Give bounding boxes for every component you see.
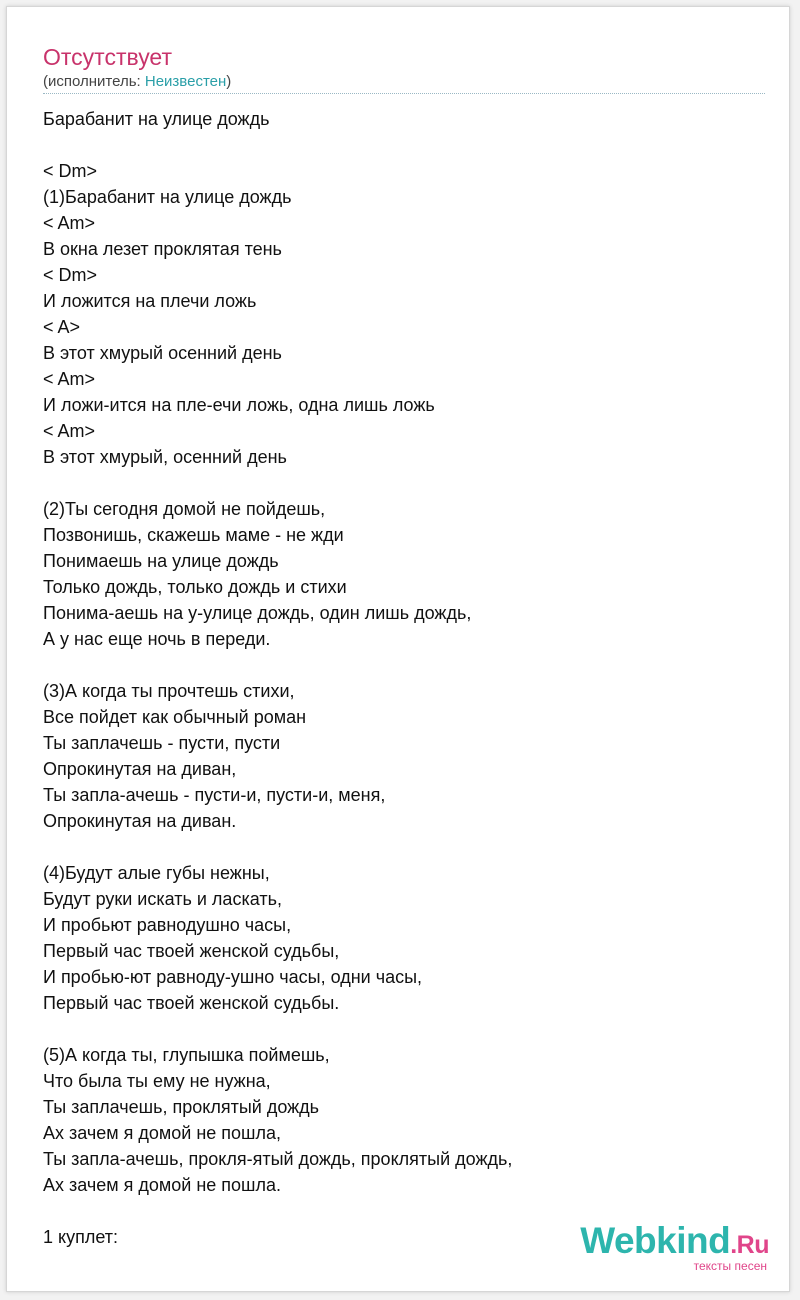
logo-main-text: Webkind <box>580 1220 731 1261</box>
lyric-line: < Am> <box>43 213 96 233</box>
webkind-logo <box>569 1222 769 1273</box>
lyric-line: А у нас еще ночь в переди. <box>43 629 271 649</box>
lyric-blank-line <box>43 470 763 496</box>
artist-prefix: (исполнитель: <box>43 73 145 90</box>
lyric-line: Ах зачем я домой не пошла. <box>43 1175 282 1195</box>
lyric-line: Будут руки искать и ласкать, <box>43 889 282 909</box>
lyric-line: И ложи-ится на пле-ечи ложь, одна лишь ложь <box>43 395 435 415</box>
lyric-line: Понима-аешь на у-улице дождь, один лишь дождь, <box>43 603 472 623</box>
header-divider <box>43 93 765 94</box>
song-header <box>43 43 763 92</box>
lyric-line: Ты заплачешь, проклятый дождь <box>43 1097 320 1117</box>
lyric-line: < A> <box>43 317 81 337</box>
lyric-line: Ты заплачешь - пусти, пусти <box>43 733 281 753</box>
lyrics-card <box>6 6 790 1292</box>
lyric-line: И пробью-ют равноду-ушно часы, одни часы, <box>43 967 423 987</box>
lyric-line: < Dm> <box>43 265 98 285</box>
lyric-line: (5)А когда ты, глупышка поймешь, <box>43 1045 330 1065</box>
artist-line <box>43 72 763 92</box>
lyric-line: < Dm> <box>43 161 98 181</box>
lyric-line: В этот хмурый осенний день <box>43 343 282 363</box>
lyric-line: < Am> <box>43 369 96 389</box>
lyrics-body <box>43 106 763 1250</box>
lyric-line: Первый час твоей женской судьбы. <box>43 993 340 1013</box>
lyric-blank-line <box>43 132 763 158</box>
lyric-line: И ложится на плечи ложь <box>43 291 257 311</box>
lyric-line: (4)Будут алые губы нежны, <box>43 863 270 883</box>
lyric-line: Все пойдет как обычный роман <box>43 707 307 727</box>
logo-tagline: тексты песен <box>693 1259 767 1273</box>
lyric-line: < Am> <box>43 421 96 441</box>
artist-suffix: ) <box>226 73 232 90</box>
lyric-line: Барабанит на улице дождь <box>43 109 270 129</box>
lyric-blank-line <box>43 1016 763 1042</box>
lyric-line: Ты запла-ачешь - пусти-и, пусти-и, меня, <box>43 785 386 805</box>
lyric-line: Только дождь, только дождь и стихи <box>43 577 347 597</box>
lyric-line: Ах зачем я домой не пошла, <box>43 1123 282 1143</box>
lyric-line: (1)Барабанит на улице дождь <box>43 187 292 207</box>
lyric-line: Позвонишь, скажешь маме - не жди <box>43 525 344 545</box>
logo-wordmark <box>569 1222 769 1264</box>
lyric-line: В окна лезет проклятая тень <box>43 239 282 259</box>
lyric-line: 1 куплет: <box>43 1227 118 1247</box>
lyric-line: Ты запла-ачешь, прокля-ятый дождь, проклятый дождь, <box>43 1149 513 1169</box>
lyric-line: Что была ты ему не нужна, <box>43 1071 271 1091</box>
lyric-line: Опрокинутая на диван. <box>43 811 237 831</box>
lyric-blank-line <box>43 834 763 860</box>
logo-suffix: .Ru <box>730 1231 769 1259</box>
lyric-blank-line <box>43 652 763 678</box>
lyric-line: Опрокинутая на диван, <box>43 759 237 779</box>
lyric-line: (3)А когда ты прочтешь стихи, <box>43 681 295 701</box>
lyric-line: И пробьют равнодушно часы, <box>43 915 292 935</box>
lyric-line: (2)Ты сегодня домой не пойдешь, <box>43 499 326 519</box>
lyric-line: В этот хмурый, осенний день <box>43 447 287 467</box>
lyric-line: Понимаешь на улице дождь <box>43 551 279 571</box>
song-title: Отсутствует <box>43 44 172 70</box>
artist-name-link[interactable]: Неизвестен <box>144 73 227 90</box>
lyric-line: Первый час твоей женской судьбы, <box>43 941 340 961</box>
